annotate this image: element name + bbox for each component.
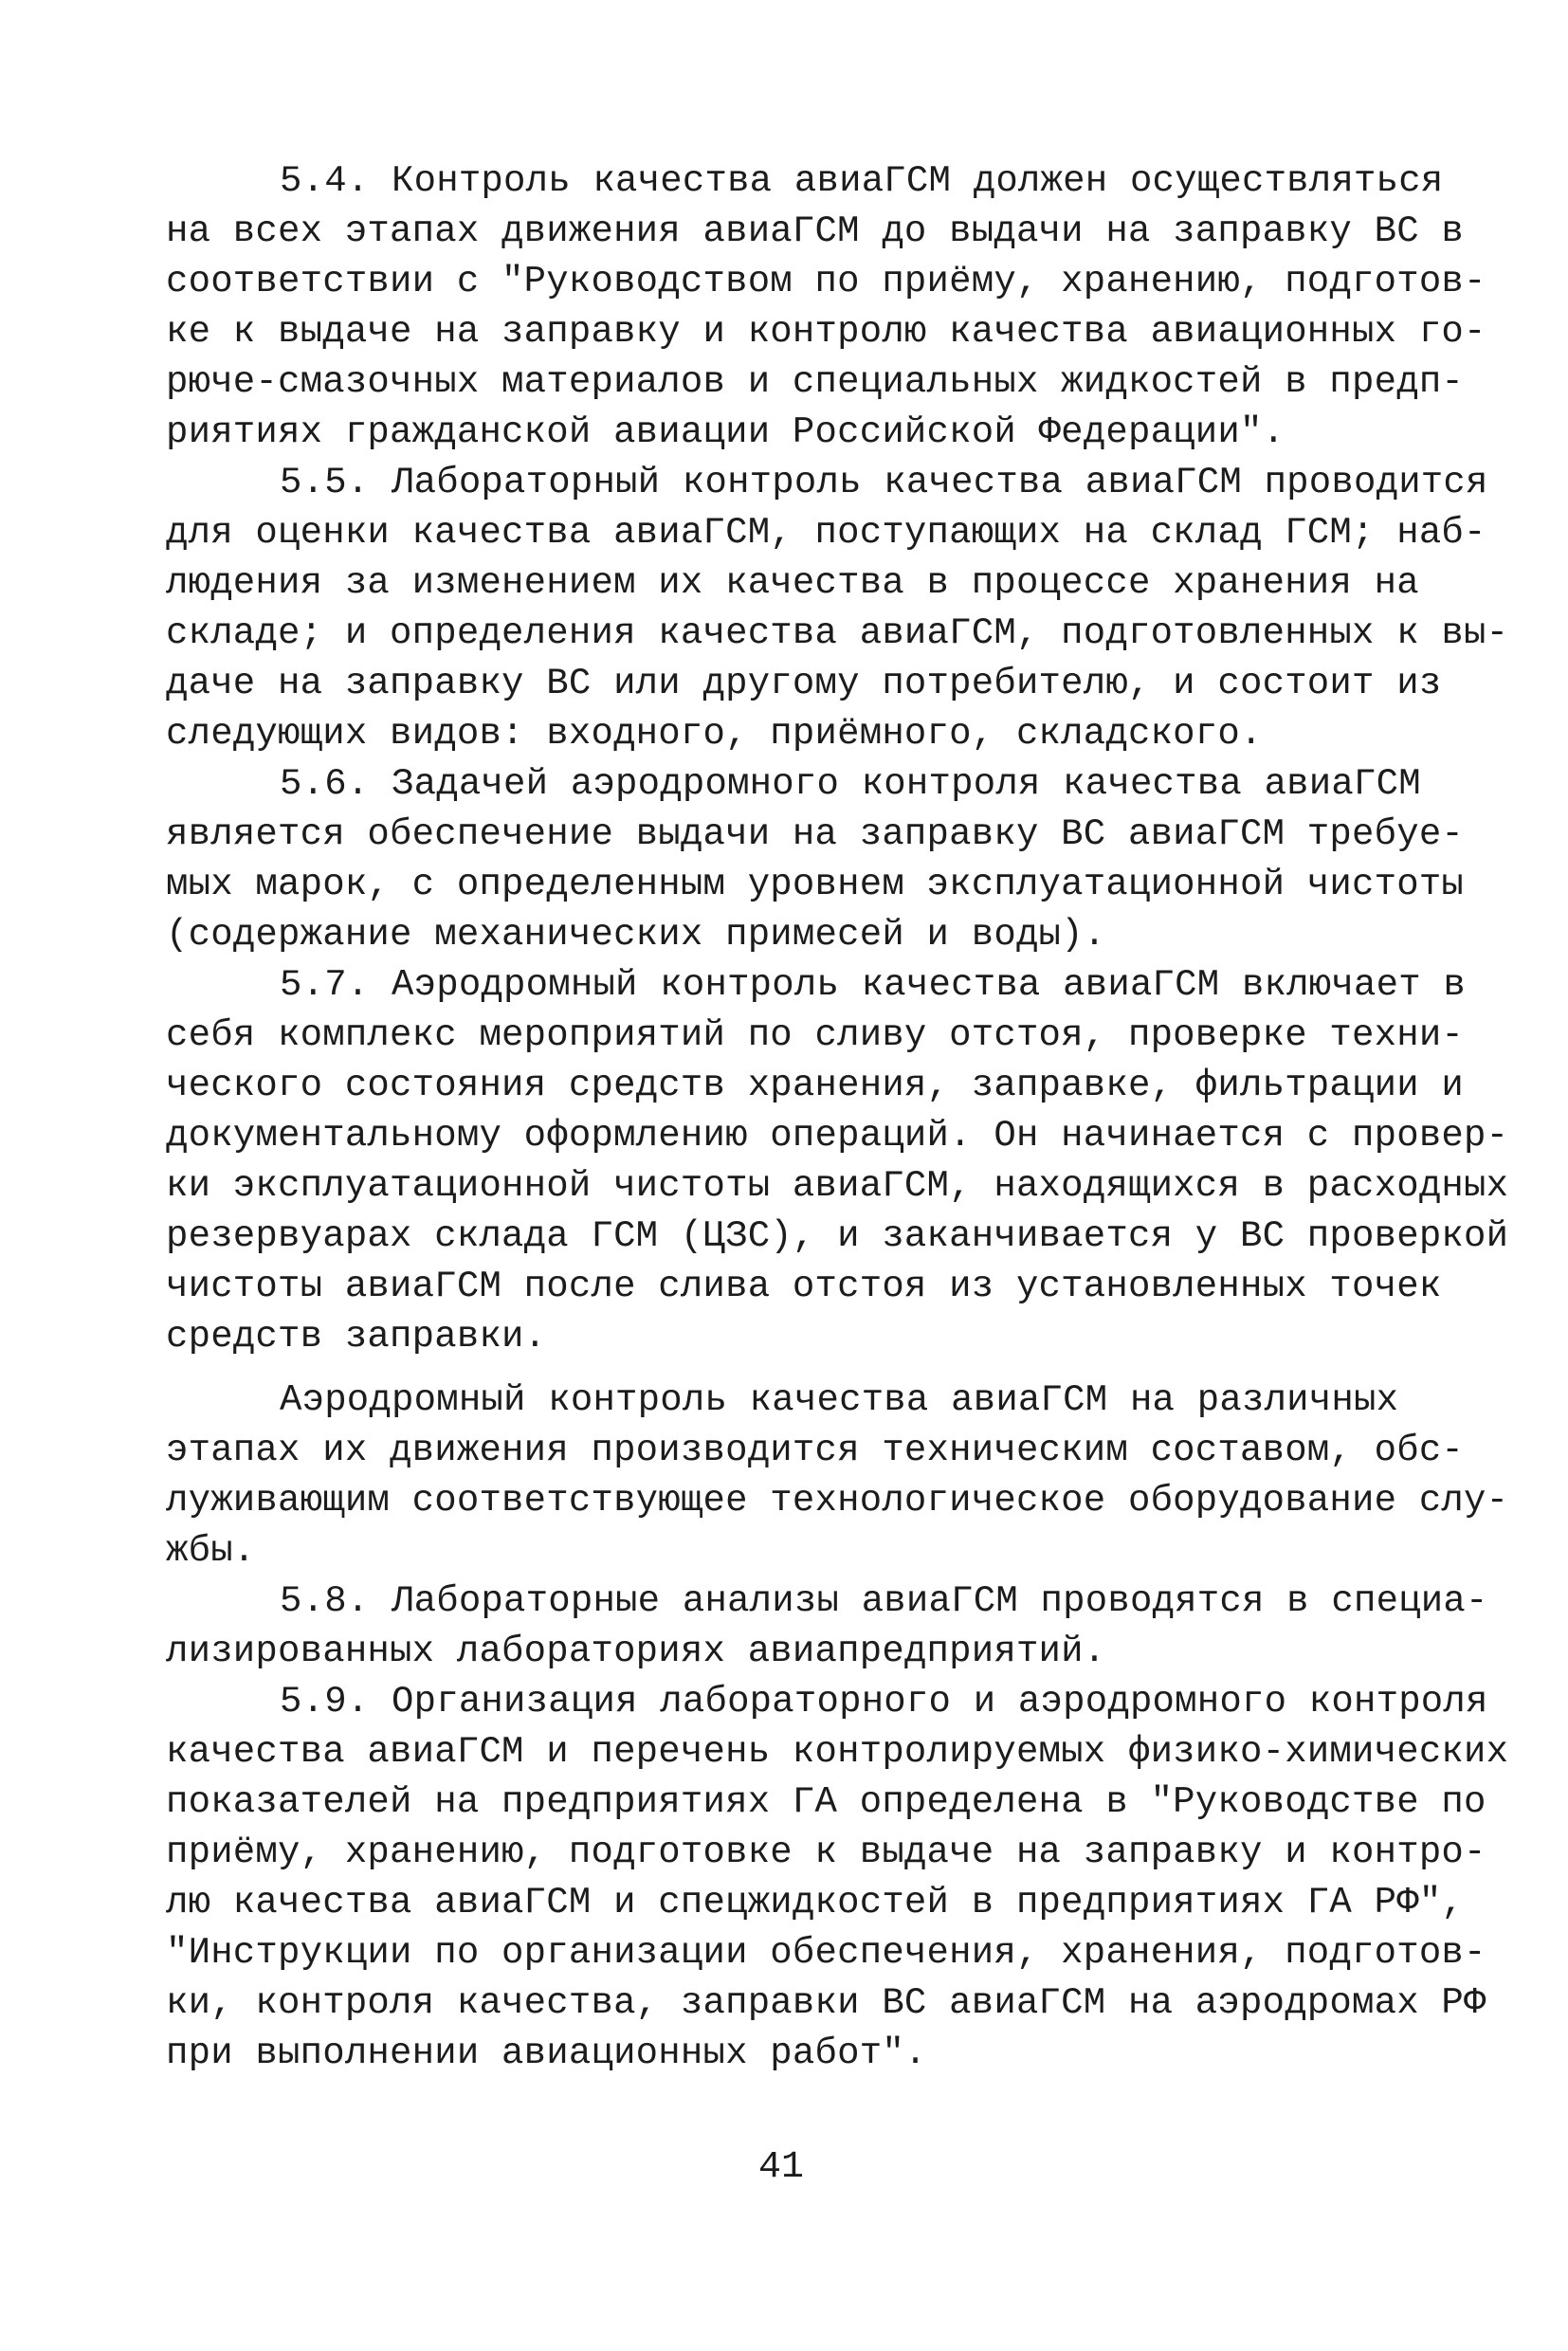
text-line: средств заправки. <box>166 1316 547 1358</box>
text-line: следующих видов: входного, приёмного, складского. <box>166 713 1263 755</box>
text-line: чистоты авиаГСМ после слива отстоя из установленных точек <box>166 1266 1442 1307</box>
text-line: показателей на предприятиях ГА определена в "Руководстве по <box>166 1781 1486 1823</box>
text-line: на всех этапах движения авиаГСМ до выдачи на заправку ВС в <box>166 210 1465 252</box>
text-line: ки, контроля качества, заправки ВС авиаГСМ на аэродромах РФ <box>166 1982 1486 2024</box>
text-line: ческого состояния средств хранения, заправке, фильтрации и <box>166 1065 1465 1106</box>
paragraph-5-7 <box>166 960 1509 1362</box>
page-number: 41 <box>758 2146 805 2189</box>
text-line: "Инструкции по организации обеспечения, хранения, подготов- <box>166 1932 1486 1974</box>
text-line: даче на заправку ВС или другому потребителю, и состоит из <box>166 663 1442 704</box>
text-line: складе; и определения качества авиаГСМ, подготовленных к вы- <box>166 612 1509 654</box>
text-line: этапах их движения производится техническим составом, обс- <box>166 1430 1465 1471</box>
text-line: луживающим соответствующее технологическое оборудование слу- <box>166 1480 1509 1522</box>
text-line: резервуарах склада ГСМ (ЦЗС), и заканчивается у ВС проверкой <box>166 1215 1509 1257</box>
document-body <box>166 156 1509 2079</box>
text-line: жбы. <box>166 1530 256 1572</box>
paragraph-5-9 <box>166 1677 1509 2079</box>
text-line: людения за изменением их качества в процессе хранения на <box>166 562 1419 604</box>
paragraph-5-8 <box>166 1576 1488 1677</box>
paragraph-5-5 <box>166 458 1509 759</box>
text-line: рюче-смазочных материалов и специальных жидкостей в предп- <box>166 361 1465 403</box>
paragraph-5-4 <box>166 156 1486 458</box>
text-line: лизированных лабораториях авиапредприятий. <box>166 1631 1106 1672</box>
text-line: 5.8. Лабораторные анализы авиаГСМ проводятся в специа- <box>280 1580 1488 1622</box>
text-line: является обеспечение выдачи на заправку ВС авиаГСМ требуе- <box>166 813 1465 855</box>
text-line: 5.7. Аэродромный контроль качества авиаГСМ включает в <box>280 964 1467 1006</box>
text-line: (содержание механических примесей и воды). <box>166 914 1106 956</box>
text-line: ке к выдаче на заправку и контролю качества авиационных го- <box>166 311 1486 353</box>
text-line: лю качества авиаГСМ и спецжидкостей в предприятиях ГА РФ", <box>166 1882 1465 1923</box>
text-line: 5.5. Лабораторный контроль качества авиаГСМ проводится <box>280 462 1488 503</box>
text-line: документальному оформлению операций. Он начинается с провер- <box>166 1115 1509 1157</box>
text-line: Аэродромный контроль качества авиаГСМ на различных <box>280 1379 1399 1421</box>
text-line: ки эксплуатационной чистоты авиаГСМ, находящихся в расходных <box>166 1165 1509 1207</box>
text-line: 5.9. Организация лабораторного и аэродромного контроля <box>280 1681 1488 1722</box>
text-line: для оценки качества авиаГСМ, поступающих на склад ГСМ; наб- <box>166 512 1486 554</box>
text-line: себя комплекс мероприятий по сливу отстоя, проверке техни- <box>166 1014 1465 1056</box>
text-line: приёму, хранению, подготовке к выдаче на заправку и контро- <box>166 1832 1486 1873</box>
paragraph-5-6 <box>166 759 1465 960</box>
text-line: 5.6. Задачей аэродромного контроля качества авиаГСМ <box>280 763 1421 805</box>
text-line: мых марок, с определенным уровнем эксплуатационной чистоты <box>166 864 1465 905</box>
text-line: качества авиаГСМ и перечень контролируемых физико-химических <box>166 1731 1509 1773</box>
text-line: соответствии с "Руководством по приёму, хранению, подготов- <box>166 261 1486 302</box>
text-line: 5.4. Контроль качества авиаГСМ должен осуществляться <box>280 160 1444 202</box>
text-line: риятиях гражданской авиации Российской Федерации". <box>166 411 1285 453</box>
text-line: при выполнении авиационных работ". <box>166 2032 927 2074</box>
paragraph-5-7-continuation <box>166 1376 1509 1576</box>
